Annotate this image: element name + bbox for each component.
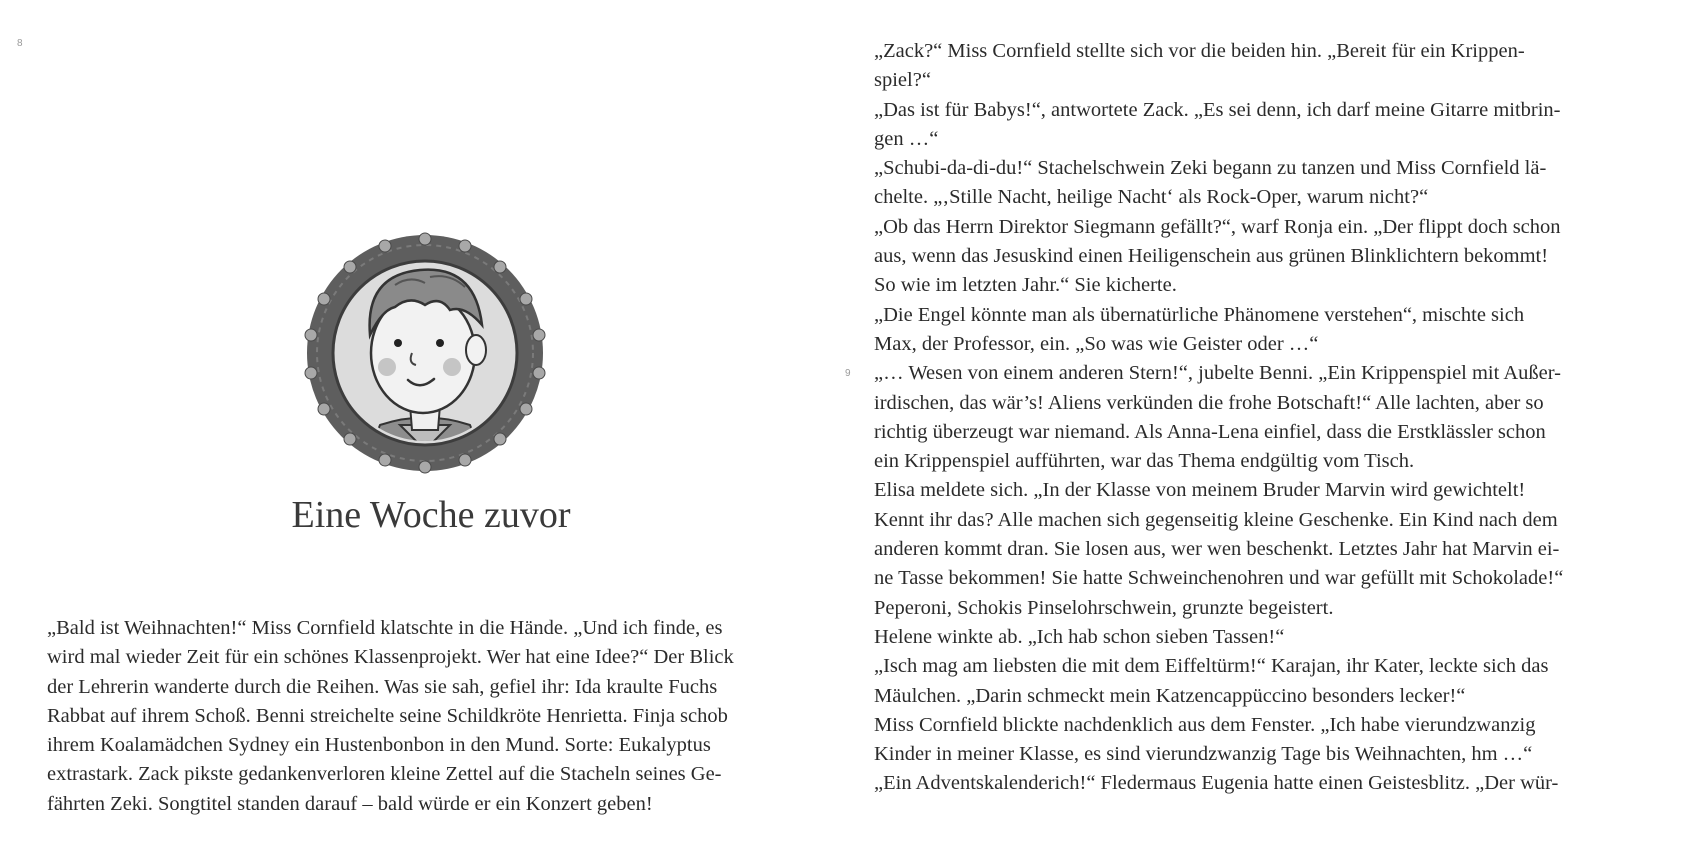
text-line: So wie im letzten Jahr.“ Sie kicherte. bbox=[874, 274, 1177, 297]
text-line: irdischen, das wär’s! Aliens verkünden die frohe Botschaft!“ Alle lachten, aber so bbox=[874, 391, 1544, 414]
text-line: „Schubi-da-di-du!“ Stachelschwein Zeki begann zu tanzen und Miss Cornfield lä- bbox=[874, 157, 1547, 180]
text-line: Rabbat auf ihrem Schoß. Benni streichelte seine Schildkröte Henrietta. Finja schob bbox=[47, 704, 728, 727]
text-line: „Bald ist Weihnachten!“ Miss Cornfield klatschte in die Hände. „Und ich finde, es bbox=[47, 617, 723, 639]
text-line: chelte. „‚Stille Nacht, heilige Nacht‘ als Rock-Oper, warum nicht?“ bbox=[874, 186, 1429, 209]
text-line: „Ein Adventskalenderich!“ Fledermaus Eugenia hatte einen Geistesblitz. „Der wür- bbox=[874, 772, 1559, 795]
right-page-body-text bbox=[874, 37, 1563, 799]
text-line: extrastark. Zack pikste gedankenverloren kleine Zettel auf die Stacheln seines Ge- bbox=[47, 763, 722, 786]
text-line: „Ob das Herrn Direktor Siegmann gefällt?“, warf Ronja ein. „Der flippt doch schon bbox=[874, 215, 1561, 238]
text-line: Max, der Professor, ein. „So was wie Geister oder …“ bbox=[874, 332, 1319, 355]
text-line: Peperoni, Schokis Pinselohrschwein, grunzte begeistert. bbox=[874, 596, 1334, 619]
text-line: wird mal wieder Zeit für ein schönes Klassenprojekt. Wer hat eine Idee?“ Der Blick bbox=[47, 646, 734, 669]
text-line: „Isch mag am liebsten die mit dem Eiffeltürm!“ Karajan, ihr Kater, leckte sich das bbox=[874, 655, 1549, 678]
text-line: „Zack?“ Miss Cornfield stellte sich vor die beiden hin. „Bereit für ein Krippen- bbox=[874, 40, 1525, 62]
text-line: gen …“ bbox=[874, 127, 939, 150]
chapter-title: Eine Woche zuvor bbox=[291, 494, 571, 536]
text-line: Kennt ihr das? Alle machen sich gegenseitig kleine Geschenke. Ein Kind nach dem bbox=[874, 508, 1558, 531]
text-line: ein Krippenspiel aufführten, war das Thema endgültig vom Tisch. bbox=[874, 450, 1415, 473]
left-page-body-text bbox=[47, 614, 734, 819]
text-line: aus, wenn das Jesuskind einen Heiligenschein aus grünen Blinklichtern bekommt! bbox=[874, 245, 1549, 268]
text-line: Miss Cornfield blickte nachdenklich aus dem Fenster. „Ich habe vierundzwanzig bbox=[874, 713, 1536, 736]
text-line: der Lehrerin wanderte durch die Reihen. Was sie sah, gefiel ihr: Ida kraulte Fuchs bbox=[47, 675, 718, 698]
text-line: „Das ist für Babys!“, antwortete Zack. „Es sei denn, ich darf meine Gitarre mitbrin- bbox=[874, 98, 1561, 121]
text-line: fährten Zeki. Songtitel standen darauf – bald würde er ein Konzert geben! bbox=[47, 792, 653, 815]
text-line: Elisa meldete sich. „In der Klasse von meinem Bruder Marvin wird gewichtelt! bbox=[874, 479, 1526, 502]
text-line: Helene winkte ab. „Ich hab schon sieben Tassen!“ bbox=[874, 625, 1285, 648]
text-line: richtig überzeugt war niemand. Als Anna-Lena einfiel, dass die Erstklässler schon bbox=[874, 420, 1546, 443]
page-number-left: 8 bbox=[17, 38, 23, 49]
page-number-right: 9 bbox=[845, 368, 851, 379]
text-line: Mäulchen. „Darin schmeckt mein Katzencappüccino besonders lecker!“ bbox=[874, 684, 1466, 707]
text-line: „… Wesen von einem anderen Stern!“, jubelte Benni. „Ein Krippenspiel mit Außer- bbox=[874, 362, 1561, 385]
text-line: ihrem Koalamädchen Sydney ein Hustenbonbon in den Mund. Sorte: Eukalyptus bbox=[47, 734, 711, 757]
text-line: „Die Engel könnte man als übernatürliche Phänomene verstehen“, mischte sich bbox=[874, 303, 1525, 326]
boy-portrait-illustration bbox=[300, 225, 550, 475]
text-line: spiel?“ bbox=[874, 69, 931, 92]
text-line: Kinder in meiner Klasse, es sind vierundzwanzig Tage bis Weihnachten, hm …“ bbox=[874, 743, 1533, 766]
text-line: ne Tasse bekommen! Sie hatte Schweinchenohren und war gefüllt mit Schokolade!“ bbox=[874, 567, 1564, 590]
text-line: anderen kommt dran. Sie losen aus, wer wen beschenkt. Letztes Jahr hat Marvin ei- bbox=[874, 538, 1560, 561]
